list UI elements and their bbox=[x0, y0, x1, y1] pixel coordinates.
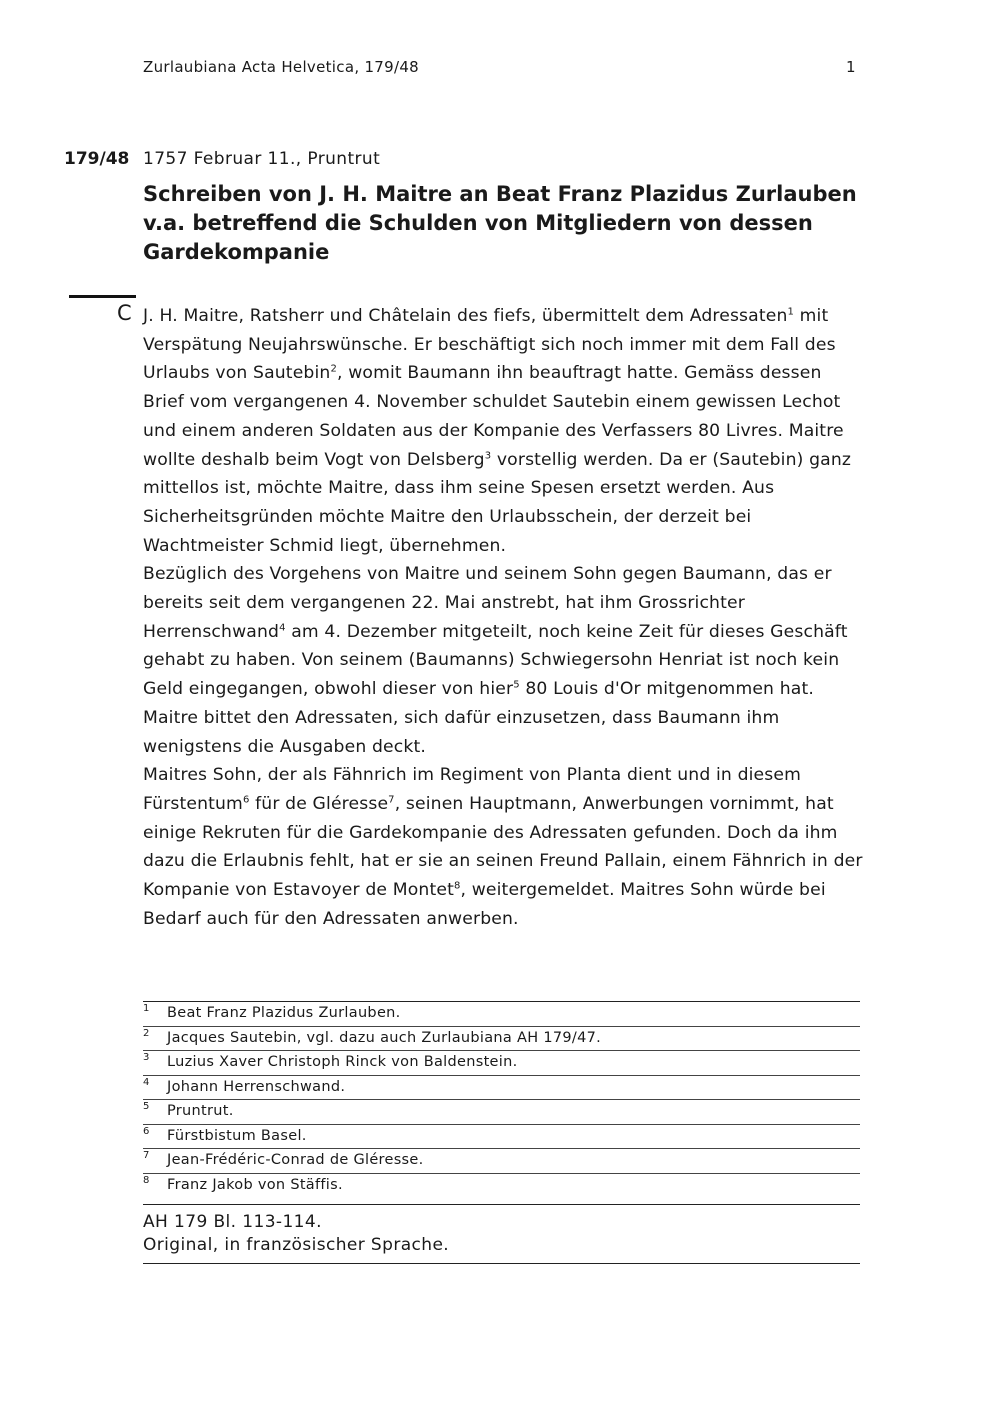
footnote-ref[interactable]: 5 bbox=[513, 679, 520, 691]
footnote-text: Franz Jakob von Stäffis. bbox=[167, 1176, 343, 1193]
footnote-ref[interactable]: 6 bbox=[242, 794, 250, 806]
footnote-text: Jacques Sautebin, vgl. dazu auch Zurlaubiana AH 179/47. bbox=[167, 1029, 602, 1046]
footnote-number: 1 bbox=[143, 1003, 150, 1014]
footnote-number: 3 bbox=[143, 1052, 150, 1063]
regest-text: J. H. Maitre, Ratsherr und Châtelain des fiefs, übermittelt dem Adressaten bbox=[143, 306, 788, 326]
regest-text: , seinen Hauptmann, Anwerbungen vornimmt, hat einige Rekruten für die Gardekompanie des Adressaten gefunden. Doch da ihm dazu die Erlaubnis fehlt, hat er sie an seinen Freund Pallain, einem Fähnrich in der Kompanie von Estavoyer de Montet bbox=[143, 793, 863, 901]
regest-paragraph bbox=[143, 560, 863, 704]
footnote-ref[interactable]: 4 bbox=[279, 622, 286, 633]
footnote-text: Jean-Frédéric-Conrad de Gléresse. bbox=[167, 1152, 424, 1168]
footnote-number: 7 bbox=[143, 1150, 150, 1161]
footnote-row bbox=[143, 1027, 860, 1052]
footnote-number: 2 bbox=[143, 1027, 150, 1039]
footnote-row bbox=[143, 1002, 860, 1027]
footnote-number: 8 bbox=[143, 1174, 150, 1186]
footnote-number: 6 bbox=[143, 1125, 150, 1137]
footnote-row bbox=[143, 1051, 860, 1076]
footnote-text: Fürstbistum Basel. bbox=[167, 1127, 307, 1144]
footnote-text: Johann Herrenschwand. bbox=[167, 1078, 346, 1095]
footnote-number: 5 bbox=[143, 1101, 150, 1112]
margin-letter: C bbox=[117, 301, 132, 325]
regest-text: am 4. Dezember mitgeteilt, noch keine Zeit für dieses Geschäft gehabt zu haben. Von seinem (Baumanns) Schwiegersohn Henriat ist noch kein Geld eingegangen, obwohl dieser von hier bbox=[143, 621, 848, 700]
regest-text: , weitergemeldet. Maitres Sohn würde bei Bedarf auch für den Adressaten anwerben. bbox=[143, 880, 826, 929]
footnote-text: Pruntrut. bbox=[167, 1103, 234, 1119]
page-number: 1 bbox=[846, 58, 856, 76]
source-signature: AH 179 Bl. 113-114. bbox=[143, 1212, 322, 1232]
document-date-place: 1757 Februar 11., Pruntrut bbox=[143, 149, 381, 169]
footnote-ref[interactable]: 8 bbox=[453, 880, 461, 892]
footnote-row bbox=[143, 1100, 860, 1125]
regest-body bbox=[143, 302, 863, 933]
footnote-row bbox=[143, 1076, 860, 1101]
footnote-row bbox=[143, 1174, 860, 1198]
document-title: Schreiben von J. H. Maitre an Beat Franz Plazidus Zurlauben v.a. betreffend die Schulden von Mitgliedern von dessen Gardekompanie bbox=[143, 182, 857, 264]
regest-text: vorstellig werden. Da er (Sautebin) ganz mittellos ist, möchte Maitre, dass ihm seine Spesen ersetzt werden. Aus Sicherheitsgründen möchte Maitre den Urlaubsschein, der derzeit bei Wachtmeister Schmid liegt, übernehmen. bbox=[143, 449, 852, 556]
regest-text: 80 Louis d'Or mitgenommen hat. bbox=[519, 679, 814, 700]
regest-text: für de Gléresse bbox=[249, 793, 389, 814]
footnote-text: Beat Franz Plazidus Zurlauben. bbox=[167, 1005, 401, 1021]
regest-paragraph bbox=[143, 761, 863, 933]
footnote-row bbox=[143, 1125, 860, 1150]
regest-paragraph bbox=[143, 302, 863, 560]
footnote-row bbox=[143, 1149, 860, 1174]
footnote-text: Luzius Xaver Christoph Rinck von Baldenstein. bbox=[167, 1054, 518, 1070]
footnote-ref[interactable]: 2 bbox=[330, 363, 337, 375]
margin-rule bbox=[69, 295, 136, 298]
regest-text: , womit Baumann ihn beauftragt hatte. Gemäss dessen Brief vom vergangenen 4. November schuldet Sautebin einem gewissen Lechot und einem anderen Soldaten aus der Kompanie des Verfassers 80 Livres. Maitre wollte deshalb beim Vogt von Delsberg bbox=[143, 363, 844, 470]
footnote-ref[interactable]: 7 bbox=[388, 794, 395, 806]
footnotes-list bbox=[143, 1001, 860, 1197]
source-block bbox=[143, 1204, 860, 1264]
footnote-ref[interactable]: 1 bbox=[787, 306, 795, 318]
regest-text: Maitres Sohn, der als Fähnrich im Regiment von Planta dient und in diesem Fürstentum bbox=[143, 765, 802, 814]
running-title: Zurlaubiana Acta Helvetica, 179/48 bbox=[143, 58, 420, 76]
footnote-ref[interactable]: 3 bbox=[484, 449, 492, 461]
regest-paragraph: Maitre bittet den Adressaten, sich dafür einzusetzen, dass Baumann ihm wenigstens die Ausgaben deckt. bbox=[143, 707, 780, 757]
document-number: 179/48 bbox=[64, 149, 130, 169]
regest-text: Bezüglich des Vorgehens von Maitre und seinem Sohn gegen Baumann, das er bereits seit dem vergangenen 22. Mai anstrebt, hat ihm Grossrichter Herrenschwand bbox=[143, 564, 832, 642]
regest-text: mit Verspätung Neujahrswünsche. Er beschäftigt sich noch immer mit dem Fall des Urlaubs von Sautebin bbox=[143, 306, 836, 384]
source-description: Original, in französischer Sprache. bbox=[143, 1235, 450, 1255]
footnote-number: 4 bbox=[143, 1076, 150, 1088]
